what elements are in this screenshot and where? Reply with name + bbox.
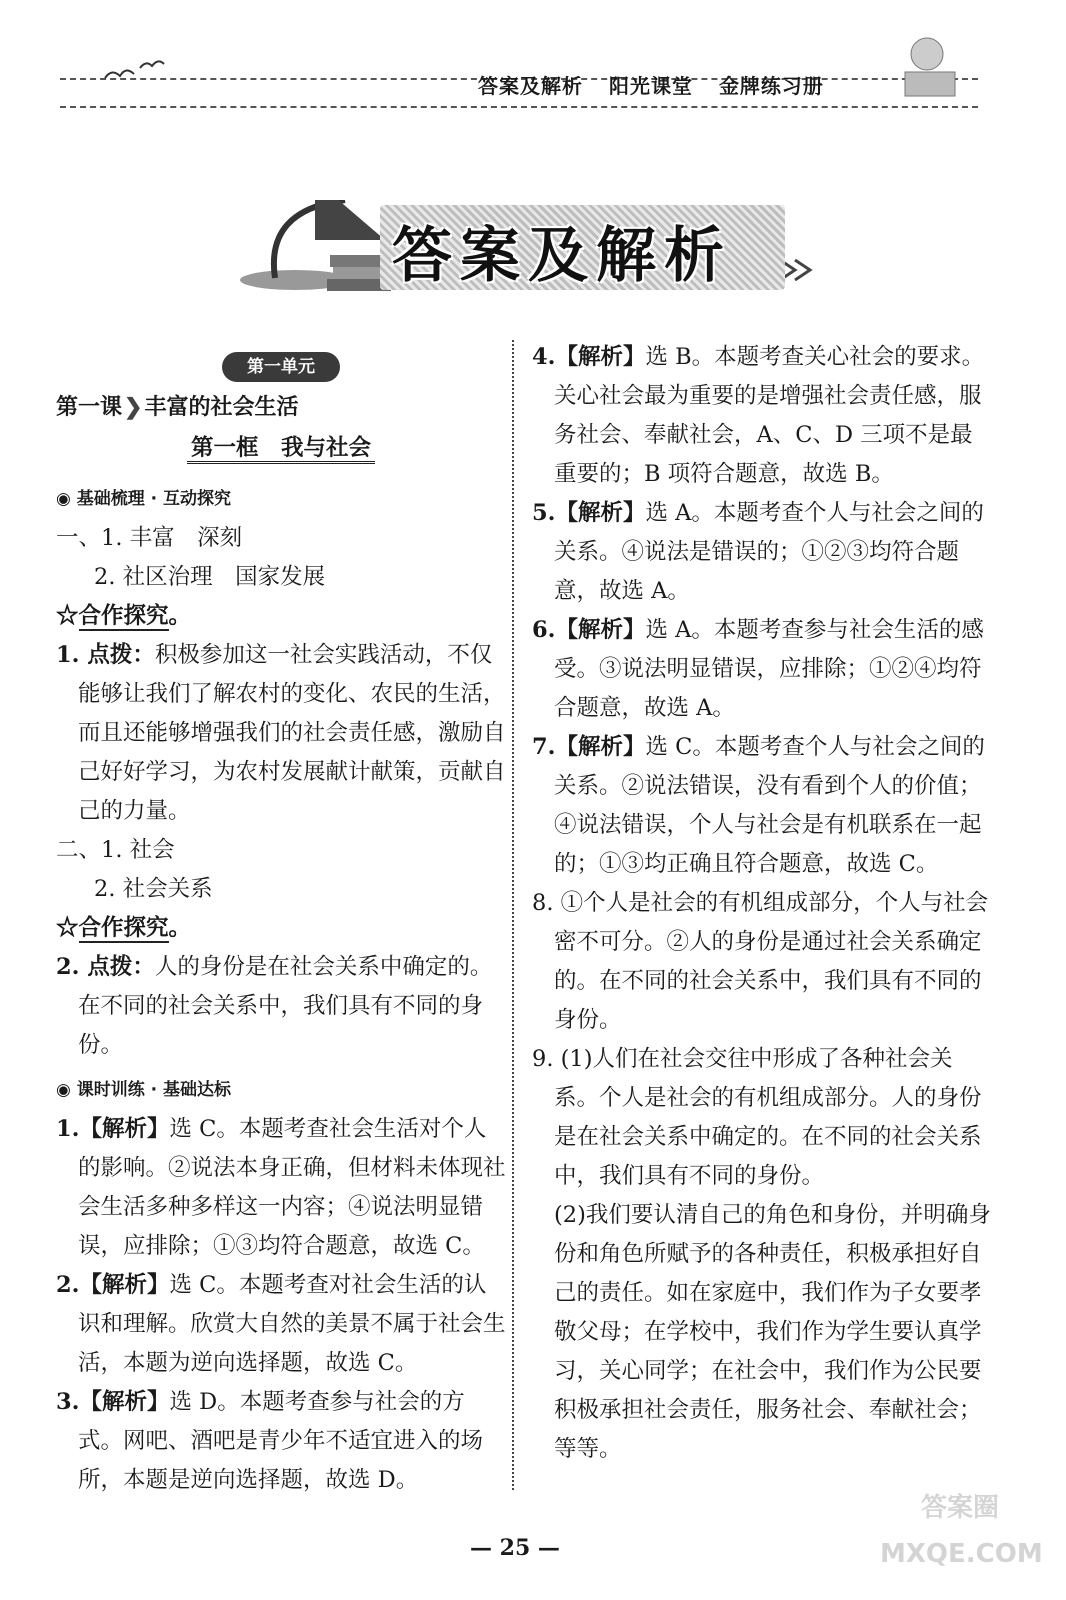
section-heading-1: ◉ 基础梳理 · 互动探究: [56, 489, 232, 509]
answer-line: 2. 社会关系: [94, 876, 213, 902]
column-divider: [512, 340, 514, 1490]
answer-paragraph: 8. ①个人是社会的有机组成部分，个人与社会密不可分。②人的身份是通过社会关系确定的。在不同的社会关系中，我们具有不同的身份。: [532, 890, 989, 1033]
banner-title: 答案及解析: [392, 221, 732, 291]
unit-badge: 第一单元: [222, 352, 340, 382]
header-section: 答案及解析: [478, 74, 583, 98]
answer-line: 一、1. 丰富 深刻: [56, 525, 243, 551]
answer-paragraph: 7.【解析】选 C。本题考查个人与社会之间的关系。②说法错误，没有看到个人的价值；④说法错误，个人与社会是有机联系在一起的；①③均正确且符合题意，故选 C。: [532, 734, 985, 877]
coop-heading-1: ☆合作探究。: [56, 603, 192, 629]
lesson-title: 丰富的社会生活: [144, 394, 299, 420]
right-column: [532, 338, 992, 1469]
frame-title: 第一框 我与社会: [56, 429, 506, 468]
answer-line: 2. 社区治理 国家发展: [94, 564, 326, 590]
header-brand: 阳光课堂: [608, 74, 693, 98]
answer-paragraph: 4.【解析】选 B。本题考查关心社会的要求。关心社会最为重要的是增强社会责任感，服务社会、奉献社会，A、C、D 三项不是最重要的；B 项符合题意，故选 B。: [532, 344, 985, 487]
answer-line: 二、1. 社会: [56, 837, 175, 863]
answer-paragraph: 1. 点拨：积极参加这一社会实践活动，不仅能够让我们了解农村的变化、农民的生活，而且还能够增强我们的社会责任感，激励自己好好学习，为农村发展献计献策，贡献自己的力量。: [56, 642, 506, 824]
header-book: 金牌练习册: [718, 74, 824, 98]
chevron-right-icon: ❯: [124, 394, 143, 420]
watermark: 答案圈 MXQE.COM: [880, 1493, 1043, 1569]
answer-paragraph: 3.【解析】选 D。本题考查参与社会的方式。网吧、酒吧是青少年不适宜进入的场所，本题是逆向选择题，故选 D。: [56, 1389, 484, 1493]
answer-paragraph: 6.【解析】选 A。本题考查参与社会生活的感受。③说法明显错误，应排除；①②④均符合题意，故选 A。: [532, 617, 984, 721]
answer-paragraph: 2.【解析】选 C。本题考查对社会生活的认识和理解。欣赏大自然的美景不属于社会生活，本题为逆向选择题，故选 C。: [56, 1272, 506, 1376]
lesson-prefix: 第一课: [56, 394, 123, 420]
header-title: [478, 70, 842, 99]
globe-icon: [885, 32, 965, 102]
coop-heading-2: ☆合作探究。: [56, 915, 192, 941]
left-column: [56, 338, 506, 1500]
answer-paragraph: 1.【解析】选 C。本题考查社会生活对个人的影响。②说法本身正确，但材料未体现社会生活多种多样这一内容；④说法明显错误，应排除；①③均符合题意，故选 C。: [56, 1116, 506, 1259]
answer-paragraph: 9. (1)人们在社会交往中形成了各种社会关系。个人是社会的有机组成部分。人的身份是在社会关系中确定的。在不同的社会关系中，我们具有不同的身份。: [532, 1046, 982, 1189]
answer-paragraph: 2. 点拨：人的身份是在社会关系中确定的。在不同的社会关系中，我们具有不同的身份。: [56, 954, 493, 1058]
answer-paragraph: (2)我们要认清自己的角色和身份，并明确身份和角色所赋予的各种责任，积极承担好自己的责任。如在家庭中，我们作为子女要孝敬父母；在学校中，我们作为学生要认真学习，关心同学；在社会中，我们作为公民要积极承担社会责任，服务社会、奉献社会；等等。: [554, 1202, 991, 1462]
section-heading-2: ◉ 课时训练 · 基础达标: [56, 1080, 232, 1100]
birds-icon: [100, 50, 170, 90]
page-number: — 25 —: [470, 1535, 560, 1561]
answer-paragraph: 5.【解析】选 A。本题考查个人与社会之间的关系。④说法是错误的；①②③均符合题意，故选 A。: [532, 500, 984, 604]
lesson-heading: [56, 388, 506, 427]
